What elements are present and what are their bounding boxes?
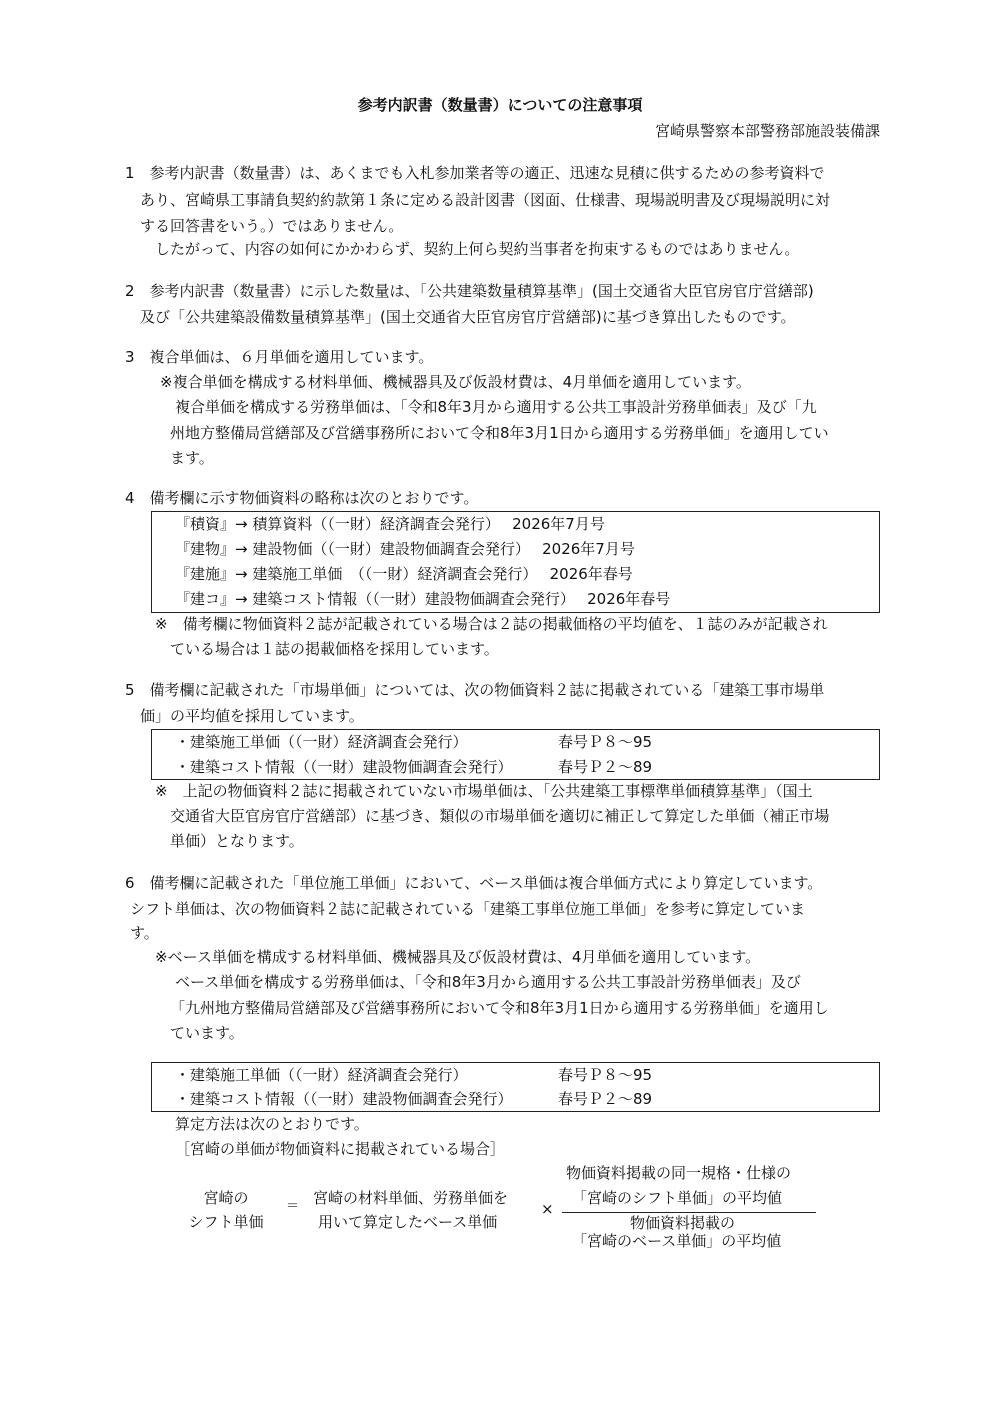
s2-line1: 2 参考内訳書（数量書）に示した数量は、「公共建築数量積算基準」(国土交通省大臣官房官庁営繕部)	[125, 282, 814, 300]
s4-box-row: 『積資』→ 積算資料（（一財）経済調査会発行） 2026年7月号	[175, 515, 605, 533]
s1-line2: あり、宮崎県工事請負契約約款第１条に定める設計図書（図面、仕様書、現場説明書及び現場説明に対	[140, 191, 831, 209]
s5-note3: 単価）となります。	[170, 832, 304, 850]
formula-denominator-line1: 物価資料掲載の	[630, 1214, 736, 1232]
s6-box-name: ・建築施工単価（（一財）経済調査会発行）	[175, 1066, 468, 1084]
fraction-bar	[562, 1212, 816, 1213]
page-title: 参考内訳書（数量書）についての注意事項	[357, 96, 643, 114]
formula-numerator-line1: 物価資料掲載の同一規格・仕様の	[566, 1164, 792, 1182]
s1-line4: したがって、内容の如何にかかわらず、契約上何ら契約当事者を拘束するものではありません。	[155, 240, 800, 258]
s1-line3: する回答書をいう。）ではありません。	[140, 217, 404, 235]
s5-note1: ※ 上記の物価資料２誌に掲載されていない市場単価は、「公共建築工事標準単価積算基準」（国土	[155, 782, 813, 800]
s3-line2: ※複合単価を構成する材料単価、機械器具及び仮設材費は、4月単価を適用しています。	[160, 373, 751, 391]
s6-note3: 「九州地方整備局営繕部及び営繕事務所において令和8年3月1日から適用する労務単価」を適用し	[170, 999, 829, 1017]
s4-note2: ている場合は１誌の掲載価格を採用しています。	[170, 640, 499, 658]
s6-method-intro: 算定方法は次のとおりです。	[175, 1115, 369, 1133]
s4-box-row: 『建施』→ 建築施工単価 （（一財）経済調査会発行） 2026年春号	[175, 565, 633, 583]
formula-lhs-line1: 宮崎の	[203, 1189, 249, 1207]
s5-box-name: ・建築コスト情報（（一財）建設物価調査会発行）	[175, 758, 513, 776]
s6-note4: ています。	[170, 1024, 244, 1042]
s4-note1: ※ 備考欄に物価資料２誌が記載されている場合は２誌の掲載価格の平均値を、１誌のみが記載され	[155, 615, 828, 633]
s3-line3: 複合単価を構成する労務単価は、「令和8年3月から適用する公共工事設計労務単価表」及び「九	[175, 398, 817, 416]
s4-box-row: 『建物』→ 建設物価（（一財）建設物価調査会発行） 2026年7月号	[175, 540, 635, 558]
s6-line1: 6 備考欄に記載された「単位施工単価」において、ベース単価は複合単価方式により算定しています。	[125, 874, 823, 892]
s5-box-name: ・建築施工単価（（一財）経済調査会発行）	[175, 733, 468, 751]
formula-times: ×	[541, 1200, 554, 1218]
s6-note2: ベース単価を構成する労務単価は、「令和8年3月から適用する公共工事設計労務単価表」及び	[175, 973, 801, 991]
s6-line2: シフト単価は、次の物価資料２誌に記載されている「建築工事単位施工単価」を参考に算定していま	[130, 900, 806, 918]
s6-note1: ※ベース単価を構成する材料単価、機械器具及び仮設材費は、4月単価を適用しています。	[155, 948, 761, 966]
s4-line1: 4 備考欄に示す物価資料の略称は次のとおりです。	[125, 489, 479, 507]
formula-denominator-line2: 「宮崎のベース単価」の平均値	[572, 1232, 782, 1250]
s6-box-page: 春号Ｐ２～89	[558, 1090, 653, 1108]
s1-line1: 1 参考内訳書（数量書）は、あくまでも入札参加業者等の適正、迅速な見積に供するための参考資料で	[125, 164, 825, 182]
s3-line4: 州地方整備局営繕部及び営繕事務所において令和8年3月1日から適用する労務単価」を適用してい	[170, 424, 829, 442]
formula-mid-line2: 用いて算定したベース単価	[318, 1213, 498, 1231]
s5-box-page: 春号Ｐ２～89	[558, 758, 653, 776]
s5-box-page: 春号Ｐ８～95	[558, 733, 653, 751]
issuer: 宮崎県警察本部警務部施設装備課	[654, 122, 880, 140]
s3-line1: 3 複合単価は、６月単価を適用しています。	[125, 348, 434, 366]
s2-line2: 及び「公共建築設備数量積算基準」(国土交通省大臣官房官庁営繕部)に基づき算出したものです。	[140, 308, 796, 326]
s6-line3: す。	[130, 924, 159, 942]
s6-box-page: 春号Ｐ８～95	[558, 1066, 653, 1084]
formula-mid-line1: 宮崎の材料単価、労務単価を	[313, 1189, 509, 1207]
s6-box-name: ・建築コスト情報（（一財）建設物価調査会発行）	[175, 1090, 513, 1108]
s5-line2: 価」の平均値を採用しています。	[140, 707, 364, 725]
formula-lhs-line2: シフト単価	[188, 1213, 264, 1231]
formula-numerator-line2: 「宮崎のシフト単価」の平均値	[572, 1189, 783, 1207]
s5-note2: 交通省大臣官房官庁営繕部）に基づき、類似の市場単価を適切に補正して算定した単価（補正市場	[170, 807, 830, 825]
s6-method-case: ［宮崎の単価が物価資料に掲載されている場合］	[175, 1140, 506, 1158]
s4-box-row: 『建コ』→ 建築コスト情報（（一財）建設物価調査会発行） 2026年春号	[175, 590, 671, 608]
s5-line1: 5 備考欄に記載された「市場単価」については、次の物価資料２誌に掲載されている「建築工事市場単	[125, 681, 825, 699]
s3-line5: ます。	[170, 449, 214, 467]
formula-equals: ＝	[286, 1199, 300, 1214]
